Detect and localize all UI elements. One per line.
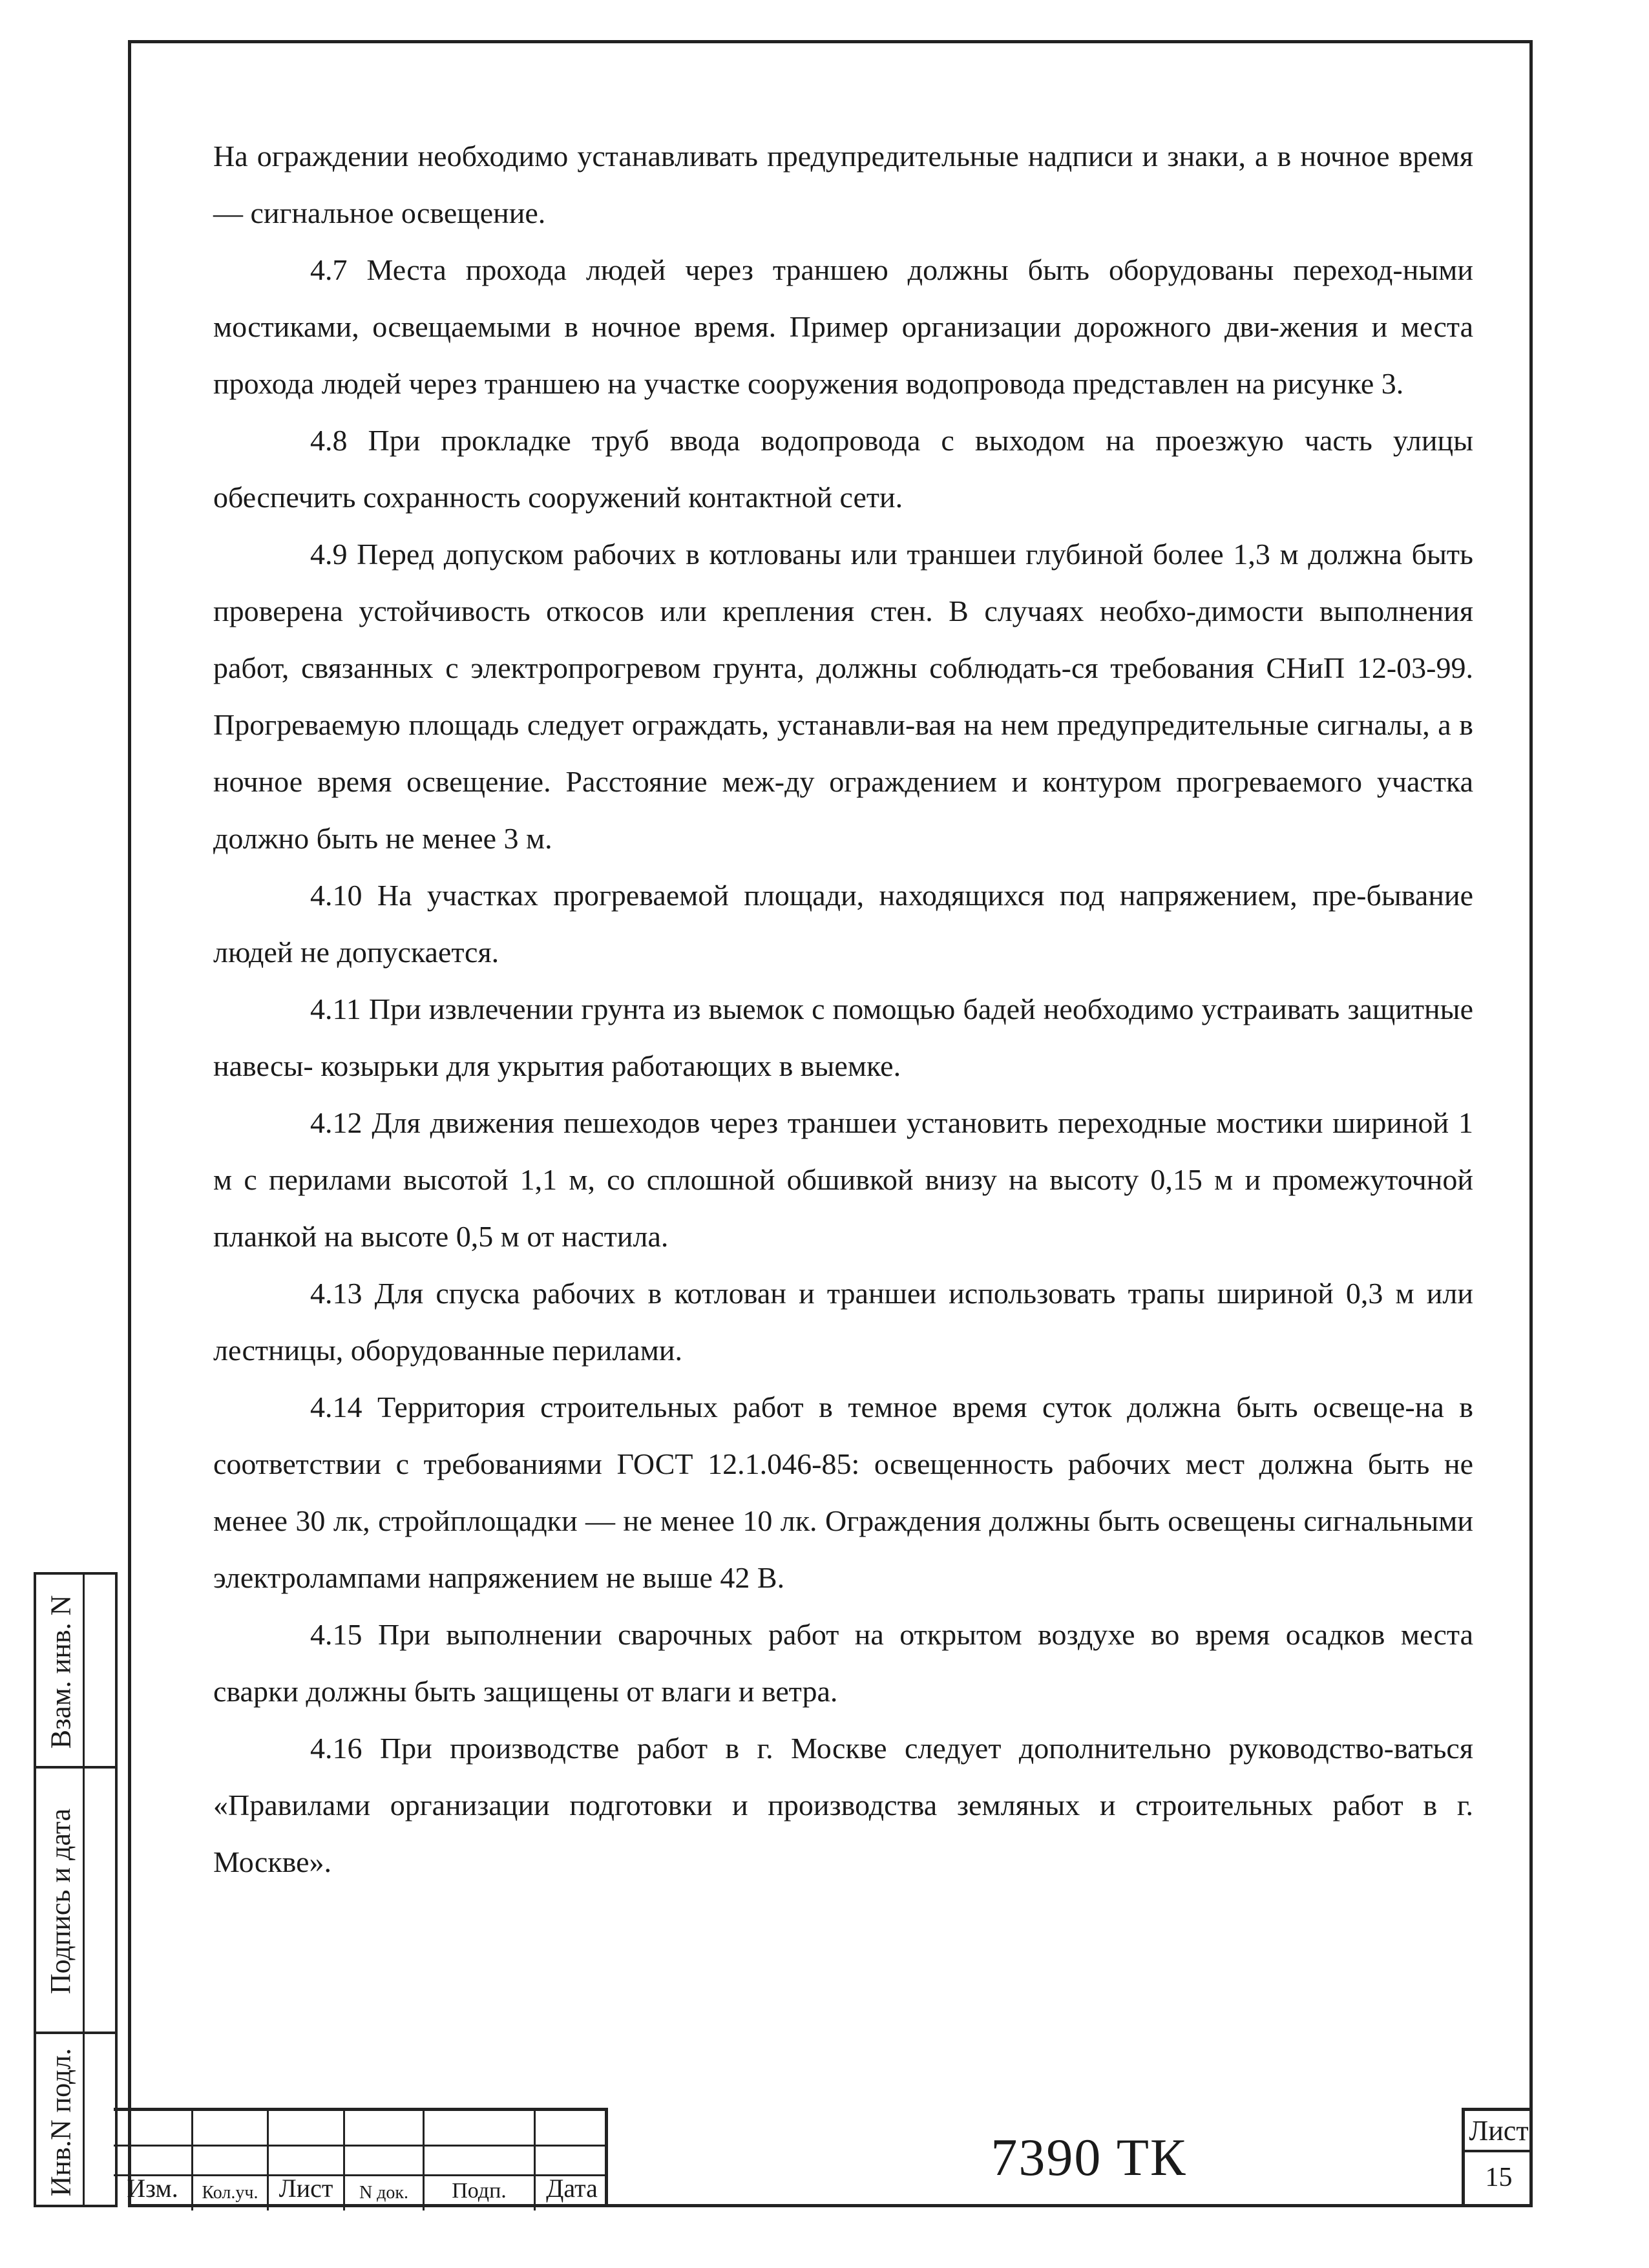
document-body: [213, 128, 1473, 1891]
vzam-inv-label: Взам. инв. N: [45, 1595, 76, 1748]
paragraph: 4.8 При прокладке труб ввода водопровода с выходом на проезжую часть улицы обеспечить сохранность сооружений контактной сети.: [213, 424, 1473, 514]
side-stamp: [34, 1572, 118, 2207]
paragraph: 4.10 На участках прогреваемой площади, находящихся под напряжением, пре-бывание людей не допускается.: [213, 879, 1473, 969]
sheet-box: [1462, 2108, 1533, 2207]
sheet-label: Лист: [1465, 2112, 1533, 2152]
paragraph: 4.12 Для движения пешеходов через траншеи установить переходные мостики шириной 1 м с перилами высотой 1,1 м, со сплошной обшивкой внизу на высоту 0,15 м и промежуточной планкой на высоте 0,5 м от настила.: [213, 1106, 1473, 1253]
paragraph: 4.15 При выполнении сварочных работ на открытом воздухе во время осадков места сварки должны быть защищены от влаги и ветра.: [213, 1618, 1473, 1708]
paragraph: На ограждении необходимо устанавливать предупредительные надписи и знаки, а в ночное время — сигнальное освещение.: [213, 140, 1473, 229]
paragraph: 4.11 При извлечении грунта из выемок с помощью бадей необходимо устраивать защитные навесы- козырьки для укрытия работающих в выемке.: [213, 992, 1473, 1082]
paragraph: 4.7 Места прохода людей через траншею должны быть оборудованы переход-ными мостиками, освещаемыми в ночное время. Пример организации дорожного дви-жения и места прохода людей через траншею на участке сооружения водопровода представлен на рисунке 3.: [213, 253, 1473, 400]
header-list: Лист: [278, 2174, 333, 2203]
sheet-number: 15: [1485, 2163, 1513, 2192]
paragraph: 4.14 Территория строительных работ в темное время суток должна быть освеще-на в соответствии с требованиями ГОСТ 12.1.046-85: освещенность рабочих мест должна быть не менее 30 лк, стройплощадки — не менее 10 лк. Ограждения должны быть освещены сигнальными электролампами напряжением не выше 42 В.: [213, 1391, 1473, 1594]
paragraph: 4.13 Для спуска рабочих в котлован и траншеи использовать трапы шириной 0,3 м или лестницы, оборудованные перилами.: [213, 1277, 1473, 1367]
header-podp: Подп.: [452, 2179, 507, 2203]
document-code: 7390 ТК: [991, 2128, 1187, 2187]
revision-grid: [114, 2108, 608, 2207]
inv-podl-label: Инв.N подл.: [45, 2048, 76, 2196]
header-data: Дата: [546, 2174, 598, 2203]
paragraph: 4.16 При производстве работ в г. Москве следует дополнительно руководство-ваться «Правилами организации подготовки и производства земляных и строительных работ в г. Москве».: [213, 1732, 1473, 1878]
header-n-dok: N док.: [359, 2183, 409, 2203]
header-kol-uch: Кол.уч.: [202, 2183, 258, 2203]
paragraph: 4.9 Перед допуском рабочих в котлованы или траншеи глубиной более 1,3 м должна быть проверена устойчивость откосов или крепления стен. В случаях необхо-димости выполнения работ, связанных с электропрогревом грунта, должны соблюдать-ся требования СНиП 12-03-99. Прогреваемую площадь следует ограждать, устанавли-вая на нем предупредительные сигналы, а в ночное время освещение. Расстояние меж-ду ограждением и контуром прогреваемого участка должно быть не менее 3 м.: [213, 538, 1473, 855]
header-izm: Изм.: [127, 2174, 178, 2203]
podpis-data-label: Подпись и дата: [45, 1808, 77, 1995]
